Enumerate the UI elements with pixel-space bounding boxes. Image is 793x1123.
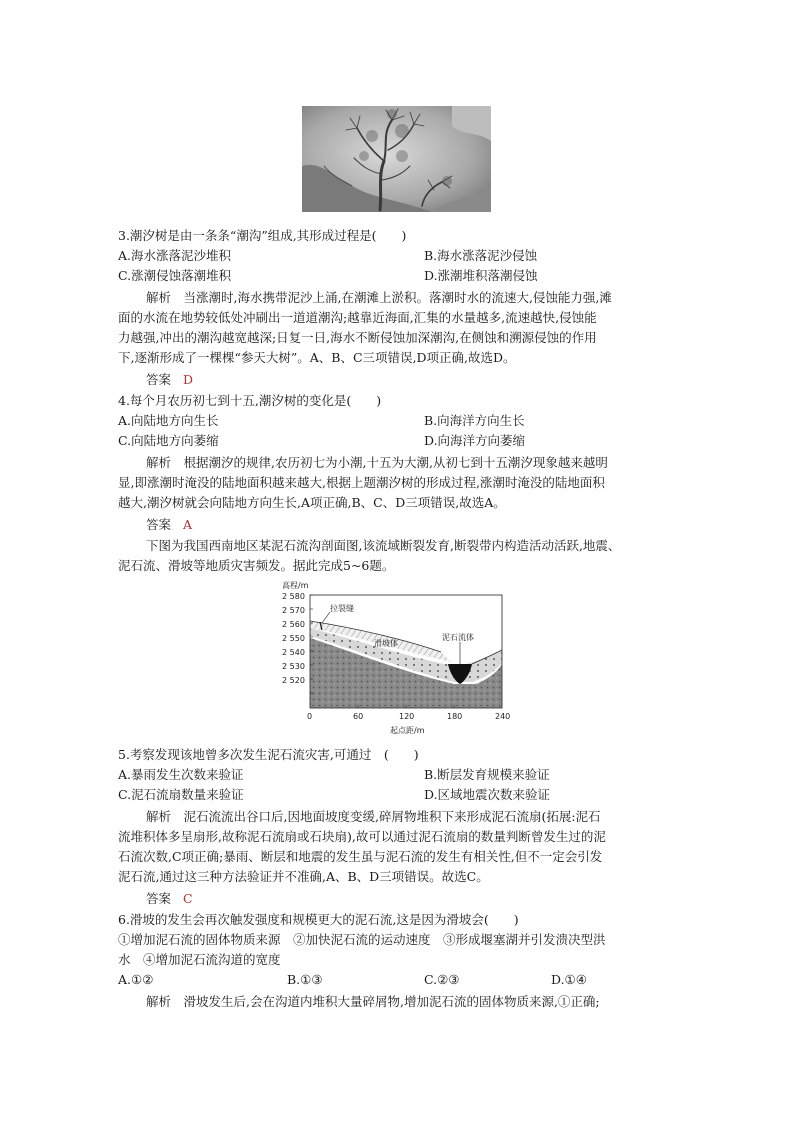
y-tick-label: 2 560 — [282, 620, 305, 629]
answer-label: 答案 — [146, 372, 172, 387]
q4-answer — [146, 515, 706, 535]
y-tick-label: 2 520 — [282, 676, 305, 685]
label-debris-flow: 泥石流体 — [442, 633, 474, 642]
q5-stem: 5.考察发现该地曾多次发生泥石流灾害,可通过 ( ) — [118, 747, 419, 762]
x-tick-label: 0 — [307, 712, 313, 721]
q3-option-d: D.涨潮堆积落潮侵蚀 — [424, 268, 538, 283]
y-tick-label: 2 530 — [282, 662, 305, 671]
q3-option-c: C.涨潮侵蚀落潮堆积 — [118, 268, 232, 283]
answer-value: D — [182, 372, 193, 387]
y-tick-label: 2 570 — [282, 606, 305, 615]
x-tick-label: 180 — [447, 712, 463, 721]
q3-option-b: B.海水涨落泥沙侵蚀 — [424, 248, 538, 263]
q5-analysis-line: 泥石流,通过这三种方法验证并不准确,A、B、D三项错误。故选C。 — [118, 869, 489, 884]
q4-option-c: C.向陆地方向萎缩 — [118, 433, 219, 448]
y-tick-label: 2 540 — [282, 648, 305, 657]
q6-stem: 6.滑坡的发生会再次触发强度和规模更大的泥石流,这是因为滑坡会( ) — [118, 912, 519, 927]
q6-analysis-line: 解析 滑坡发生后,会在沟道内堆积大量碎屑物,增加泥石流的固体物质来源,①正确; — [146, 994, 600, 1009]
intro-line: 下图为我国西南地区某泥石流沟剖面图,该流域断裂发育,断裂带内构造活动活跃,地震、 — [146, 538, 621, 553]
intro-line: 泥石流、滑坡等地质灾害频发。据此完成5~6题。 — [118, 558, 395, 573]
answer-label: 答案 — [146, 891, 172, 906]
q6-statement-line: ①增加泥石流的固体物质来源 ②加快泥石流的运动速度 ③形成堰塞湖并引发溃决型洪 — [118, 932, 606, 947]
q3-option-a: A.海水涨落泥沙堆积 — [118, 248, 232, 263]
tidal-tree-photo — [302, 106, 491, 212]
y-tick-label: 2 580 — [282, 592, 305, 601]
x-axis-label: 起点距/m — [390, 726, 425, 735]
q6-option-b: B.①③ — [287, 972, 323, 987]
q4-analysis-line: 越大,潮汐树就会向陆地方向生长,A项正确,B、C、D三项错误,故选A。 — [118, 495, 506, 510]
q4-analysis-line: 解析 根据潮汐的规律,农历初七为小潮,十五为大潮,从初七到十五潮汐现象越来越明 — [146, 455, 608, 470]
q6-option-c: C.②③ — [424, 972, 460, 987]
q3-analysis-line: 力越强,冲出的潮沟越宽越深;日复一日,海水不断侵蚀加深潮沟,在侧蚀和溯源侵蚀的作用 — [118, 330, 597, 345]
q4-option-d: D.向海洋方向萎缩 — [424, 433, 526, 448]
q6-statement-line: 水 ④增加泥石流沟道的宽度 — [118, 952, 281, 967]
q3-analysis-line: 下,逐渐形成了一棵棵“参天大树”。A、B、C三项错误,D项正确,故选D。 — [118, 350, 516, 365]
y-axis-label: 高程/m — [282, 581, 309, 590]
x-tick-label: 240 — [495, 712, 511, 721]
q5-option-c: C.泥石流扇数量来验证 — [118, 787, 244, 802]
q6-option-d: D.①④ — [551, 972, 587, 987]
q5-analysis-line: 解析 泥石流流出谷口后,因地面坡度变缓,碎屑物堆积下来形成泥石流扇(拓展:泥石 — [146, 809, 601, 824]
q3-analysis-line: 面的水流在地势较低处冲刷出一道道潮沟;越靠近海面,汇集的水量越多,流速越快,侵蚀能 — [118, 310, 597, 325]
answer-label: 答案 — [146, 517, 172, 532]
q6-option-a: A.①② — [118, 972, 154, 987]
x-ticks — [307, 712, 510, 721]
y-tick-label: 2 550 — [282, 634, 305, 643]
q5-option-b: B.断层发育规模来验证 — [424, 767, 550, 782]
answer-value: C — [182, 891, 193, 906]
q5-answer — [146, 889, 706, 909]
x-tick-label: 120 — [399, 712, 415, 721]
q3-stem: 3.潮汐树是由一条条“潮沟”组成,其形成过程是( ) — [118, 228, 407, 243]
label-tension-crack: 拉裂缝 — [330, 604, 354, 613]
x-tick-label: 60 — [353, 712, 364, 721]
q4-analysis-line: 显,即涨潮时淹没的陆地面积越来越大,根据上题潮汐树的形成过程,涨潮时淹没的陆地面积 — [118, 475, 605, 490]
q4-option-a: A.向陆地方向生长 — [118, 413, 219, 428]
q4-option-b: B.向海洋方向生长 — [424, 413, 525, 428]
q5-option-d: D.区域地震次数来验证 — [424, 787, 551, 802]
q5-analysis-line: 石流次数,C项正确;暴雨、断层和地震的发生虽与泥石流的发生有相关性,但不一定会引发 — [118, 849, 603, 864]
answer-value: A — [182, 517, 192, 532]
q5-analysis-line: 流堆积体多呈扇形,故称泥石流扇或石块扇),故可以通过泥石流扇的数量判断曾发生过的泥 — [118, 829, 606, 844]
q3-analysis-line: 解析 当涨潮时,海水携带泥沙上涌,在潮滩上淤积。落潮时水的流速大,侵蚀能力强,滩 — [146, 290, 612, 305]
y-ticks — [282, 592, 305, 685]
debris-flow-profile-diagram — [276, 578, 516, 740]
q3-answer — [146, 370, 706, 390]
q4-stem: 4.每个月农历初七到十五,潮汐树的变化是( ) — [118, 393, 382, 408]
label-landslide: 滑坡体 — [374, 639, 398, 648]
q5-option-a: A.暴雨发生次数来验证 — [118, 767, 244, 782]
